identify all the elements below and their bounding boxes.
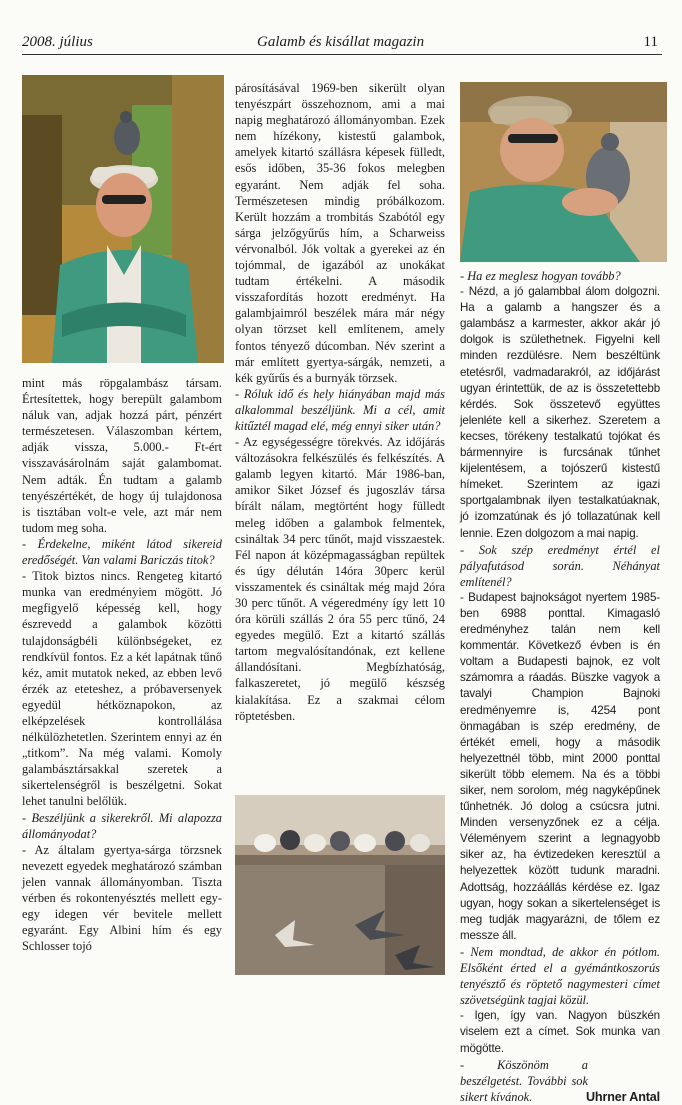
issue-date: 2008. július: [22, 34, 93, 50]
closing-row: [460, 1057, 660, 1105]
paragraph: - Budapest bajnokságot nyertem 1985-ben 6988 ponttal. Kimagasló eredményhez talán nem kell kommentár. Következő évben is én voltam a Budapesti bajnok, ez volt számomra a ráadás. Büszke vagyok a tavalyi Champion Bajnoki eredményemre is, 4254 pont önmagában is szép eredmény, de értékét emeli, hogy a második helyezettnél több, mint 2000 ponttal sikerült több elemem. Na és a többi siker, nem sorolom, még nagyképűnek tűnhetnék. Jó dolog a csúcsra jutni. Minden versenyzőnek ez a célja. Véleményem szerint a legnagyobb siker az, ha évtizedeken keresztül a helyezettek között tudunk maradni. Adottság, hozzáállás kérdése ez. Igaz ugyan, hogy sokan a sikertelenséget is meg tudják magyarázni, de tőlem ez messze áll.: [460, 590, 660, 942]
interview-question: - Róluk idő és hely hiányában majd más alkalommal beszéljünk. Mi a cél, amit kitűztél magad elé, még ennyi siker után?: [235, 386, 445, 433]
interview-question: - Beszéljünk a sikerekről. Mi alapozza állományodat?: [22, 810, 222, 841]
paragraph: - Az egységességre törekvés. Az időjárás változásokra felkészülés és felkészítés. A galamb legyen kitartó. Már 1986-ban, amikor Siket József és jugoszláv társa bírált nálam, megtörtént hogy fülledt meleg időben a galambok felmentek, csináltak 34 perc tűnőt, majd visszaestek. Fél napon át középmagasságban repültek és úgy délután 14óra 30perc kerül visszamentek és csináltak még majd 2óra 30 perc tűnőt. A végeredmény így lett 10 óra körüli szállás 2 óra 55 perc tűnő, 24 egyedes megülő. Ezt a kitartó szállás tartom megvalósítandónak, ezt kellene állandósítani. Megbízhatóság, falkaszeretet, jó megülő készség kialakítása. Ez a szakmai célom röptetésben.: [235, 435, 445, 723]
article-column-2: [235, 80, 445, 724]
paragraph: - Az általam gyertya-sárga törzsnek nevezett egyedek meghatározó számban jelen vannak állományomban. Tiszta vérben és rokontenyésztés mellett egy-egy idegen vér bevitele mellett egyaránt. Egy Albini hím és egy Schlosser tojó: [22, 842, 222, 954]
article-column-3: [460, 268, 660, 1105]
page-header: [22, 32, 662, 55]
paragraph: párosításával 1969-ben sikerült olyan tenyészpárt összehoznom, ami a mai napig meghatározó állományomban. Ezek nem hízékony, kistestű galambok, amelyek kitartó szállásra képesek fülledt, esős időben, 35-36 fokos melegben egyaránt. Nem adják fel soha. Természetesen mindig próbálkozom. Került hozzám a trombitás Szabótól egy sárga jelzőgyűrűs hím, a Scharweiss vérvonalból. Jók voltak a gyerekei az én tojómmal, de igazából az unokákat tudtam értékelni. A második visszafordítás hozott eredményt. Ha galambjaimról beszélek mára már négy olyan törzset kell említenem, amely fontos tényező dúcomban. Név szerint a már említett gyertya-sárgák, nemzeti, a kék gyűrűs és a burnyák törzsek.: [235, 81, 445, 385]
photo-man-with-pigeon-on-cap: [22, 75, 224, 363]
closing-remark: - Köszönöm a beszélgetést. További sok sikert kívánok.: [460, 1057, 588, 1104]
photo-pigeons-in-loft: [235, 795, 445, 975]
article-column-1: [22, 375, 222, 954]
paragraph: - Titok biztos nincs. Rengeteg kitartó munka van eredményiem mögött. Jó megfigyelő képesség kell, hogy észrevedd a galambok közötti tulajdonságbéli különbségeket, ez rendkívül fontos. Ez a két lapátnak tűnő kéz, amit mutatok neked, az ebben levő érzék az eteteshez, a próbaversenyek egyedül hétköznapokon, az elképzelések kontrollálása nélkülözhetetlen. Szerintem ennyi az én „titkom”. Na még valami. Komoly galambásztársakkal szeretek a sikertelenségről is beszélgetni. Sokat lehet tanulni belőlük.: [22, 569, 222, 809]
interview-question: - Ha ez meglesz hogyan tovább?: [460, 269, 621, 283]
paragraph: - Igen, így van. Nagyon büszkén viselem ezt a címet. Sok munka van mögötte.: [460, 1009, 660, 1055]
author-name: Uhrner Antal: [585, 1089, 660, 1104]
interview-question: - Sok szép eredményt értél el pályafutásod során. Néhányat említenél?: [460, 542, 660, 589]
paragraph: mint más röpgalambász társam. Értesítettek, hogy berepült galambom náluk van, adjak hozzá párt, pénzért természetesen. Válaszomban kértem, adják vissza, 5.000.- Ft-ért visszavásárolnám saját galambomat. Nem adták. Én tudtam a galamb tenyészértékét, de hogy új tulajdonosa is tisztában volt-e vele, azt már nem tudom meg soha.: [22, 376, 222, 535]
page-number: 11: [643, 34, 658, 50]
interview-question: - Érdekelne, miként látod sikereid eredőségét. Van valami Bariczás titok?: [22, 536, 222, 568]
paragraph: - Nézd, a jó galambbal álom dolgozni. Ha a galamb a hangszer és a galambász a karmester, akkor akár jó dolgok is születhetnek. Figyelni kell minden rezdülésre. Nem beszéltünk etetésről, vadmadarakról, az időjárást ugyan érintettük, de az is összetettebb kérdés. Sok összetevő együttes jelenléte kell a sikerhez. Szeretem a kecses, törékeny testalkatú tojókat és bármennyire is furcsának tűnhet kijelentésem, a tojószerű kistestű hímeket. Szerintem az igazi sportgalambnak ilyen testalkatúaknak, jó izomzatúnak és jó tollazatúnak kell lennie. Ezen dolgozom a mai napig.: [460, 285, 660, 540]
magazine-title: Galamb és kisállat magazin: [257, 34, 425, 50]
photo-man-holding-pigeon: [460, 82, 667, 262]
interview-question: - Nem mondtad, de akkor én pótlom. Elsőként érted el a gyémántkoszorús tenyésztő és röptető nagymesteri címet szövetségünk tagjai közül.: [460, 944, 660, 1008]
